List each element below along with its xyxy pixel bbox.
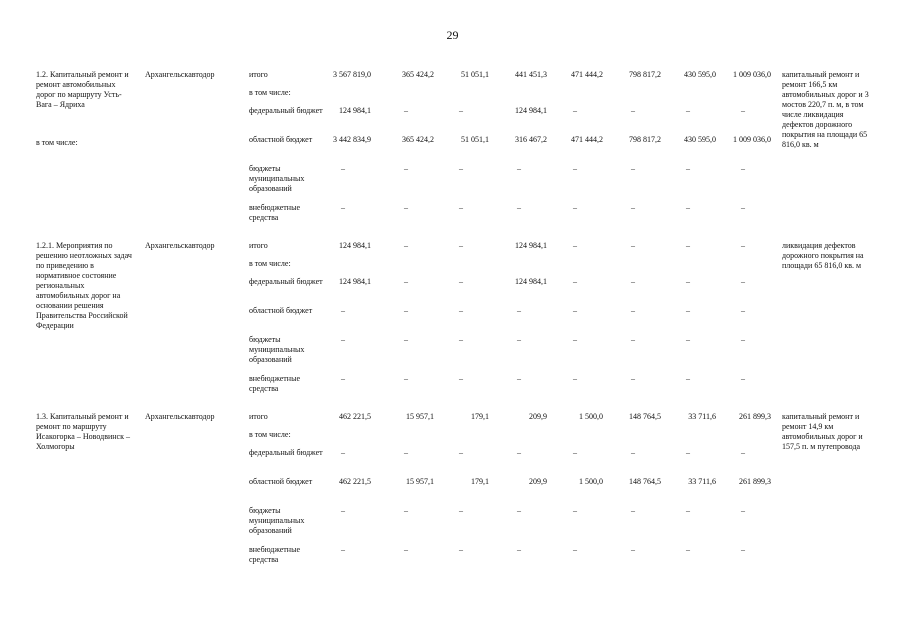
funding-value: –: [459, 374, 463, 383]
funding-value: 798 817,2: [629, 70, 661, 79]
page-number: 29: [446, 28, 459, 42]
funding-value: –: [404, 335, 408, 344]
funding-value: –: [404, 241, 408, 250]
funding-source-label: федеральный бюджет: [249, 106, 323, 115]
funding-value: 798 817,2: [629, 135, 661, 144]
funding-value: 3 442 834,9: [333, 135, 371, 144]
expected-result: капитальный ремонт и ремонт 166,5 км автомобильных дорог и 3 мостов 220,7 п. м, в том числе ликвидация дефектов дорожного покрытия на площади 65 816,0 кв. м: [782, 70, 869, 149]
funding-value: –: [573, 335, 577, 344]
executor: Архангельскавтодор: [145, 70, 215, 79]
funding-value: 179,1: [471, 412, 489, 421]
funding-value: 430 595,0: [684, 70, 716, 79]
funding-value: 33 711,6: [688, 412, 716, 421]
funding-value: 365 424,2: [402, 70, 434, 79]
expected-result: капитальный ремонт и ремонт 14,9 км автомобильных дорог и 157,5 п. м путепровода: [782, 412, 863, 451]
executor: Архангельскавтодор: [145, 412, 215, 421]
funding-source-label: итого: [249, 70, 268, 79]
funding-value: –: [573, 277, 577, 286]
funding-value: –: [517, 374, 521, 383]
funding-value: –: [741, 448, 745, 457]
funding-value: –: [741, 203, 745, 212]
funding-value: –: [459, 506, 463, 515]
funding-value: –: [341, 448, 345, 457]
funding-value: –: [459, 545, 463, 554]
funding-value: –: [459, 277, 463, 286]
funding-value: –: [741, 506, 745, 515]
funding-value: –: [341, 306, 345, 315]
funding-value: –: [573, 374, 577, 383]
funding-value: –: [404, 164, 408, 173]
funding-value: –: [404, 106, 408, 115]
funding-value: 471 444,2: [571, 135, 603, 144]
funding-value: –: [404, 277, 408, 286]
funding-value: 441 451,3: [515, 70, 547, 79]
funding-value: –: [741, 335, 745, 344]
funding-value: –: [459, 164, 463, 173]
funding-value: –: [573, 241, 577, 250]
funding-source-label: бюджеты муниципальных образований: [249, 164, 305, 193]
funding-value: –: [631, 106, 635, 115]
funding-value: –: [631, 241, 635, 250]
funding-value: 316 467,2: [515, 135, 547, 144]
funding-value: –: [686, 448, 690, 457]
funding-value: –: [404, 306, 408, 315]
funding-value: 365 424,2: [402, 135, 434, 144]
funding-value: –: [459, 448, 463, 457]
funding-value: 1 500,0: [579, 477, 603, 486]
funding-source-label: итого: [249, 412, 268, 421]
funding-source-label: в том числе:: [249, 430, 291, 439]
funding-source-label: областной бюджет: [249, 306, 313, 315]
funding-value: –: [741, 306, 745, 315]
funding-value: –: [741, 277, 745, 286]
funding-value: –: [573, 506, 577, 515]
funding-value: –: [404, 506, 408, 515]
funding-value: –: [631, 545, 635, 554]
funding-value: –: [741, 374, 745, 383]
funding-value: –: [686, 335, 690, 344]
funding-value: –: [404, 374, 408, 383]
funding-value: 1 009 036,0: [733, 70, 771, 79]
funding-value: –: [631, 277, 635, 286]
funding-value: 15 957,1: [406, 477, 434, 486]
funding-value: –: [517, 545, 521, 554]
funding-value: –: [686, 374, 690, 383]
funding-value: 51 051,1: [461, 70, 489, 79]
funding-value: –: [341, 335, 345, 344]
funding-value: –: [686, 203, 690, 212]
funding-value: 1 500,0: [579, 412, 603, 421]
funding-value: –: [517, 164, 521, 173]
funding-value: –: [631, 506, 635, 515]
funding-value: –: [741, 164, 745, 173]
funding-value: 3 567 819,0: [333, 70, 371, 79]
funding-value: 462 221,5: [339, 477, 371, 486]
funding-value: –: [631, 306, 635, 315]
funding-value: –: [404, 203, 408, 212]
funding-value: 124 984,1: [339, 106, 371, 115]
funding-value: –: [741, 545, 745, 554]
funding-value: –: [517, 448, 521, 457]
funding-value: –: [341, 374, 345, 383]
funding-source-label: областной бюджет: [249, 477, 313, 486]
funding-value: –: [341, 506, 345, 515]
funding-value: –: [686, 506, 690, 515]
program-item-name: 1.2. Капитальный ремонт и ремонт автомобильных дорог по маршруту Усть-Вага – Ядриха: [36, 70, 129, 109]
funding-source-label: внебюджетные средства: [249, 545, 300, 564]
funding-value: –: [686, 545, 690, 554]
funding-value: –: [631, 335, 635, 344]
funding-value: –: [573, 164, 577, 173]
funding-value: 179,1: [471, 477, 489, 486]
funding-value: –: [459, 203, 463, 212]
funding-value: –: [686, 164, 690, 173]
funding-value: 430 595,0: [684, 135, 716, 144]
funding-value: –: [573, 545, 577, 554]
funding-value: 33 711,6: [688, 477, 716, 486]
funding-value: –: [631, 374, 635, 383]
funding-source-label: федеральный бюджет: [249, 448, 323, 457]
expected-result: ликвидация дефектов дорожного покрытия на площади 65 816,0 кв. м: [782, 241, 864, 270]
funding-source-label: областной бюджет: [249, 135, 313, 144]
funding-value: 471 444,2: [571, 70, 603, 79]
funding-value: –: [686, 241, 690, 250]
funding-value: –: [341, 203, 345, 212]
funding-value: 124 984,1: [515, 277, 547, 286]
funding-source-label: внебюджетные средства: [249, 203, 300, 222]
funding-value: 209,9: [529, 412, 547, 421]
funding-value: –: [404, 448, 408, 457]
funding-value: –: [341, 164, 345, 173]
program-item-name: 1.3. Капитальный ремонт и ремонт по маршруту Исакогорка – Новодвинск – Холмогоры: [36, 412, 130, 451]
funding-value: 462 221,5: [339, 412, 371, 421]
funding-value: 261 899,3: [739, 477, 771, 486]
funding-value: –: [631, 203, 635, 212]
funding-value: –: [686, 106, 690, 115]
funding-value: 124 984,1: [339, 241, 371, 250]
funding-value: –: [517, 203, 521, 212]
funding-source-label: федеральный бюджет: [249, 277, 323, 286]
funding-value: –: [631, 164, 635, 173]
funding-value: 124 984,1: [515, 241, 547, 250]
funding-value: 124 984,1: [515, 106, 547, 115]
funding-value: 124 984,1: [339, 277, 371, 286]
funding-value: –: [573, 448, 577, 457]
funding-value: 148 764,5: [629, 412, 661, 421]
program-item-name: 1.2.1. Мероприятия по решению неотложных задач по приведению в нормативное состояние региональных автомобильных дорог на основании решения Правительства Российской Федерации: [36, 241, 132, 330]
funding-value: 209,9: [529, 477, 547, 486]
funding-source-label: бюджеты муниципальных образований: [249, 335, 305, 364]
funding-value: –: [517, 306, 521, 315]
funding-value: –: [517, 335, 521, 344]
funding-source-label: в том числе:: [249, 259, 291, 268]
funding-value: –: [573, 106, 577, 115]
funding-value: –: [459, 241, 463, 250]
funding-value: –: [459, 306, 463, 315]
funding-value: –: [573, 203, 577, 212]
funding-value: –: [686, 277, 690, 286]
funding-value: –: [341, 545, 345, 554]
funding-source-label: бюджеты муниципальных образований: [249, 506, 305, 535]
funding-value: –: [459, 106, 463, 115]
funding-value: 15 957,1: [406, 412, 434, 421]
funding-value: –: [517, 506, 521, 515]
funding-value: –: [686, 306, 690, 315]
funding-value: –: [741, 106, 745, 115]
funding-value: –: [459, 335, 463, 344]
funding-value: –: [631, 448, 635, 457]
funding-value: –: [573, 306, 577, 315]
program-item-sub: в том числе:: [36, 138, 78, 147]
funding-value: 51 051,1: [461, 135, 489, 144]
funding-value: –: [404, 545, 408, 554]
funding-source-label: внебюджетные средства: [249, 374, 300, 393]
funding-value: 1 009 036,0: [733, 135, 771, 144]
funding-value: 148 764,5: [629, 477, 661, 486]
funding-source-label: в том числе:: [249, 88, 291, 97]
executor: Архангельскавтодор: [145, 241, 215, 250]
funding-value: –: [741, 241, 745, 250]
funding-value: 261 899,3: [739, 412, 771, 421]
funding-source-label: итого: [249, 241, 268, 250]
